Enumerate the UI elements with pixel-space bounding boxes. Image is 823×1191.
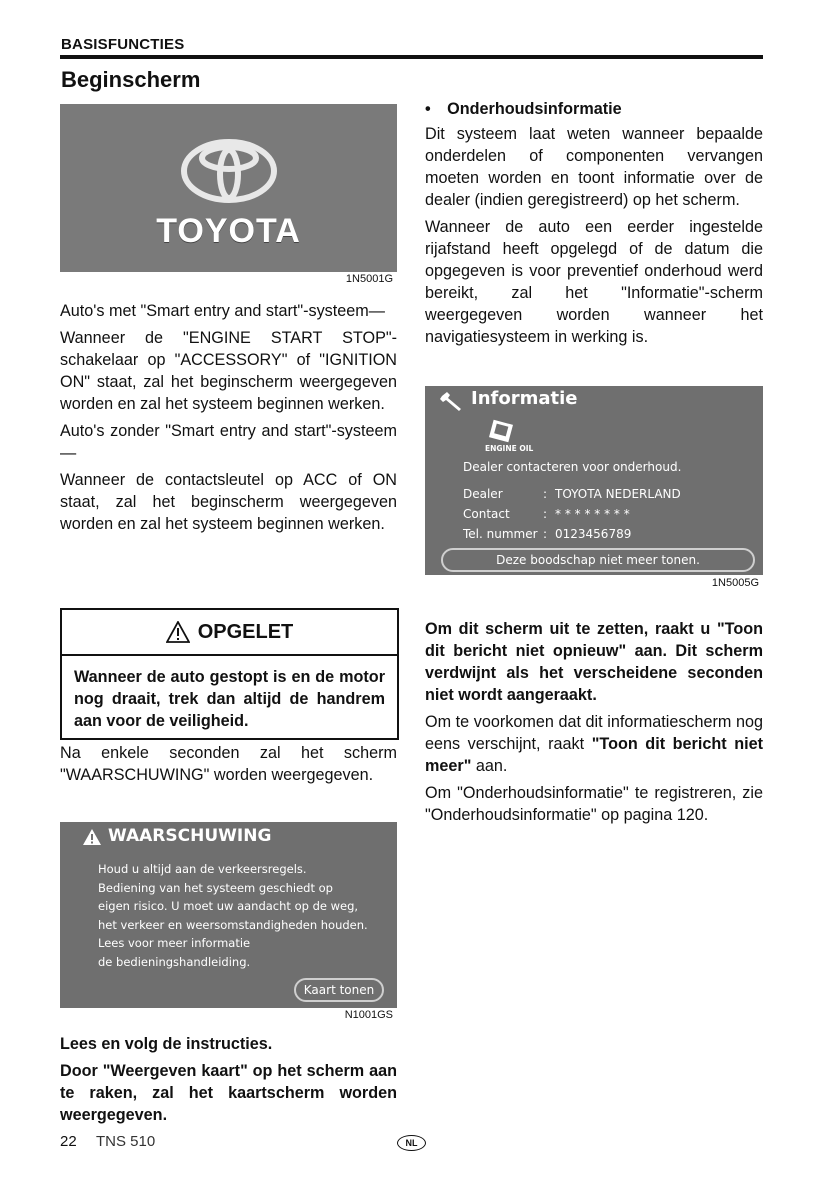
wrench-icon — [439, 390, 465, 412]
left-text-mid — [60, 742, 397, 791]
warning-triangle-icon — [82, 828, 102, 846]
header-rule — [60, 55, 763, 59]
heading-text: Onderhoudsinformatie — [447, 100, 622, 118]
right-text-top — [425, 98, 763, 353]
paragraph: Door "Weergeven kaart" op het scherm aan te raken, zal het kaartscherm worden weergegeven. — [60, 1062, 397, 1124]
warning-screen-image — [60, 822, 397, 1023]
warning-line: eigen risico. U moet uw aandacht op de weg, — [98, 899, 359, 913]
paragraph: Wanneer de "ENGINE START STOP"-schakelaar op "ACCESSORY" of "IGNITION ON" staat, zal het beginscherm weergegeven worden en zal het systeem beginnen werken. — [60, 329, 397, 413]
info-message: Dealer contacteren voor onderhoud. — [463, 460, 682, 474]
row-value: 0123456789 — [555, 527, 632, 541]
warning-triangle-icon — [166, 621, 190, 643]
oil-can-icon — [485, 416, 521, 444]
text-run: Om te voorkomen dat dit informatiescherm nog eens verschijnt, raakt — [425, 713, 763, 753]
right-text-bottom — [425, 618, 763, 831]
warning-line: Lees voor meer informatie — [98, 936, 251, 950]
row-label: Contact — [463, 507, 510, 521]
paragraph: Wanneer de contactsleutel op ACC of ON staat, zal het beginscherm weergegeven worden en zal het systeem beginnen werken. — [60, 471, 397, 533]
oil-icon-label: ENGINE OIL — [485, 444, 534, 453]
page-title: Beginscherm — [61, 67, 201, 92]
row-sep: : — [543, 487, 548, 501]
image-code: 1N5001G — [343, 273, 396, 286]
info-row — [463, 524, 681, 544]
subsection-heading — [425, 98, 763, 120]
model-name: TNS 510 — [96, 1133, 156, 1150]
row-value: * * * * * * * * — [555, 507, 630, 521]
paragraph: Auto's zonder "Smart entry and start"-systeem— — [60, 422, 397, 462]
row-label: Dealer — [463, 487, 503, 501]
row-value: TOYOTA NEDERLAND — [555, 487, 681, 501]
paragraph — [425, 711, 763, 777]
warning-line: de bedieningshandleiding. — [98, 954, 251, 969]
paragraph: Om dit scherm uit te zetten, raakt u "Toon dit bericht niet opnieuw" aan. Dit scherm verdwijnt als het verscheidene seconden niet wordt aangeraakt. — [425, 620, 763, 704]
info-row — [463, 504, 681, 524]
row-sep: : — [543, 507, 548, 521]
caution-header — [62, 610, 397, 656]
paragraph: Wanneer de auto een eerder ingestelde rijafstand heeft opgelegd of de datum die opgegeven is voor preventief onderhoud werd bereikt, zal het "Informatie"-scherm weergegeven worden wanneer het navigatiesysteem in werking is. — [425, 218, 763, 346]
caution-box — [60, 608, 399, 740]
row-label: Tel. nummer — [463, 527, 538, 541]
dont-show-again-button[interactable]: Deze boodschap niet meer tonen. — [441, 548, 755, 572]
warning-line: Houd u altijd aan de verkeersregels. — [98, 862, 307, 876]
bullet: • — [425, 100, 431, 118]
warning-screen-body — [98, 860, 368, 971]
page-number: 22 — [60, 1133, 77, 1150]
warning-line: het verkeer en weersomstandigheden houden. — [98, 917, 368, 932]
paragraph: Auto's met "Smart entry and start"-systeem— — [60, 302, 385, 320]
paragraph: Dit systeem laat weten wanneer bepaalde onderdelen of componenten vervangen moeten worden en toont informatie over de dealer (indien geregistreerd) op het scherm. — [425, 125, 763, 209]
show-map-button[interactable]: Kaart tonen — [294, 978, 384, 1002]
left-text-top — [60, 300, 397, 540]
caution-text: Wanneer de auto gestopt is en de motor nog draait, trek dan altijd de handrem aan voor de veiligheid. — [74, 668, 385, 730]
image-code: 1N5005G — [709, 577, 762, 590]
paragraph: Na enkele seconden zal het scherm "WAARSCHUWING" worden weergegeven. — [60, 744, 397, 784]
section-label: BASISFUNCTIES — [61, 36, 185, 53]
paragraph: Lees en volg de instructies. — [60, 1035, 273, 1053]
info-row — [463, 484, 681, 504]
image-code: N1001GS — [342, 1009, 396, 1022]
toyota-logo-icon — [180, 138, 278, 204]
info-screen-title: Informatie — [471, 388, 578, 409]
warning-screen-title: WAARSCHUWING — [108, 826, 272, 846]
caution-title: OPGELET — [197, 620, 294, 643]
logo-screen-panel — [60, 104, 397, 272]
paragraph: Om "Onderhoudsinformatie" te registreren, zie "Onderhoudsinformatie" op pagina 120. — [425, 784, 763, 824]
logo-screen-image — [60, 104, 397, 287]
toyota-wordmark: TOYOTA — [156, 212, 301, 250]
info-screen-image — [425, 386, 763, 591]
warning-line: Bediening van het systeem geschiedt op — [98, 880, 333, 895]
text-run-bold: "Toon dit bericht niet meer" — [425, 735, 763, 775]
left-text-bottom — [60, 1033, 397, 1131]
text-run: aan. — [471, 757, 508, 775]
dealer-table — [463, 484, 681, 544]
warning-screen-panel — [60, 822, 397, 1008]
row-sep: : — [543, 527, 548, 541]
language-badge: NL — [397, 1135, 426, 1151]
info-screen-panel — [425, 386, 763, 575]
